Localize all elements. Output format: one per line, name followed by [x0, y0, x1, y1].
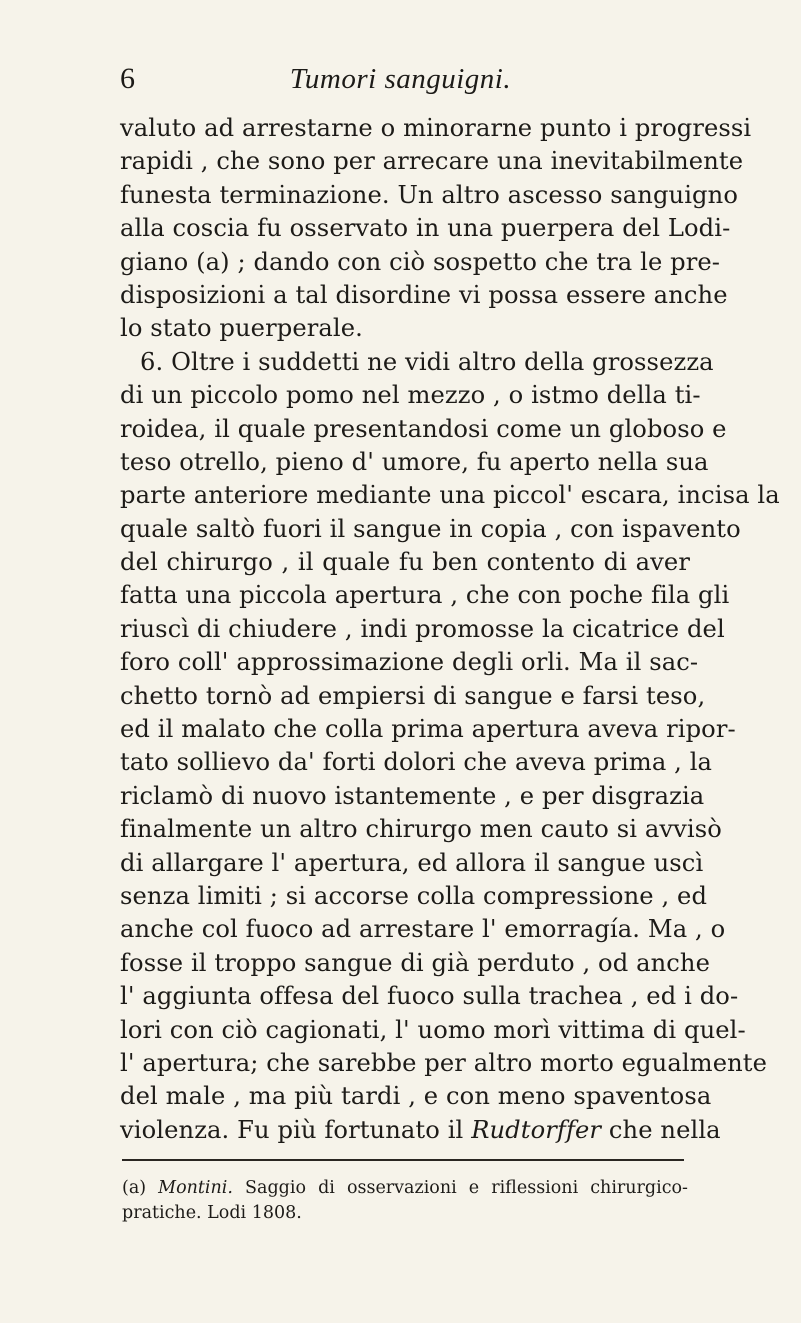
text-line: giano (a) ; dando con ciò sospetto che tra le pre-	[120, 247, 721, 276]
text-line: chetto tornò ad empiersi di sangue e farsi teso,	[120, 681, 706, 710]
text-line: l' apertura; che sarebbe per altro morto egualmente	[120, 1048, 768, 1077]
text-line: quale saltò fuori il sangue in copia , con ispavento	[120, 514, 741, 543]
text-line: disposizioni a tal disordine vi possa essere anche	[120, 280, 728, 309]
text-line: valuto ad arrestarne o minorarne punto i progressi	[120, 114, 752, 142]
text-line: di allargare l' apertura, ed allora il sangue uscì	[120, 848, 704, 877]
text-line: del chirurgo , il quale fu ben contento di aver	[120, 548, 690, 577]
text-line: di un piccolo pomo nel mezzo , o istmo della ti-	[120, 381, 701, 410]
running-title: Tumori sanguigni.	[289, 63, 512, 95]
text-line: l' aggiunta offesa del fuoco sulla trachea , ed i do-	[120, 982, 739, 1011]
text-line: alla coscia fu osservato in una puerpera del Lodi-	[120, 214, 731, 243]
text-line: rapidi , che sono per arrecare una inevitabilmente	[120, 147, 744, 176]
footnote-text: Saggio di osservazioni e riflessioni chirurgico-	[245, 1178, 688, 1198]
body-text	[120, 112, 780, 1147]
text-line: fosse il troppo sangue di già perduto , od anche	[120, 948, 711, 977]
footnote	[122, 1176, 688, 1226]
text-fragment: violenza. Fu più fortunato il	[120, 1115, 464, 1144]
page-header	[0, 62, 801, 106]
text-line: del male , ma più tardi , e con meno spaventosa	[120, 1082, 712, 1111]
text-line: foro coll' approssimazione degli orli. Ma il sac-	[120, 648, 699, 677]
text-fragment: che nella	[608, 1115, 721, 1144]
footnote-marker: (a)	[122, 1178, 147, 1198]
footnote-author: Montini.	[158, 1178, 233, 1198]
text-line: fatta una piccola apertura , che con poche fila gli	[120, 581, 730, 610]
page-number: 6	[120, 62, 135, 95]
text-line: teso otrello, pieno d' umore, fu aperto nella sua	[120, 447, 709, 476]
footnote-rule	[122, 1159, 684, 1161]
text-line: ed il malato che colla prima apertura aveva ripor-	[120, 715, 736, 744]
text-line-with-italic-name	[120, 1114, 721, 1147]
text-line: anche col fuoco ad arrestare l' emorragía. Ma , o	[120, 915, 726, 944]
text-line: riclamò di nuovo istantemente , e per disgrazia	[120, 781, 705, 810]
text-line: finalmente un altro chirurgo men cauto si avvisò	[120, 815, 722, 844]
text-line: funesta terminazione. Un altro ascesso sanguigno	[120, 180, 738, 209]
text-line: tato sollievo da' forti dolori che aveva prima , la	[120, 748, 713, 777]
text-line: roidea, il quale presentandosi come un globoso e	[120, 414, 727, 443]
text-line: lori con ciò cagionati, l' uomo morì vittima di quel-	[120, 1015, 746, 1044]
italic-author-name: Rudtorffer	[471, 1115, 602, 1144]
text-line: riuscì di chiudere , indi promosse la cicatrice del	[120, 614, 725, 643]
text-line: senza limiti ; si accorse colla compressione , ed	[120, 881, 708, 910]
footnote-line	[122, 1176, 688, 1201]
text-line: parte anteriore mediante una piccol' escara, incisa la	[120, 481, 780, 510]
footnote-line: pratiche. Lodi 1808.	[122, 1203, 302, 1223]
text-line: lo stato puerperale.	[120, 314, 363, 343]
paragraph-start-line: 6. Oltre i suddetti ne vidi altro della grossezza	[140, 347, 714, 376]
